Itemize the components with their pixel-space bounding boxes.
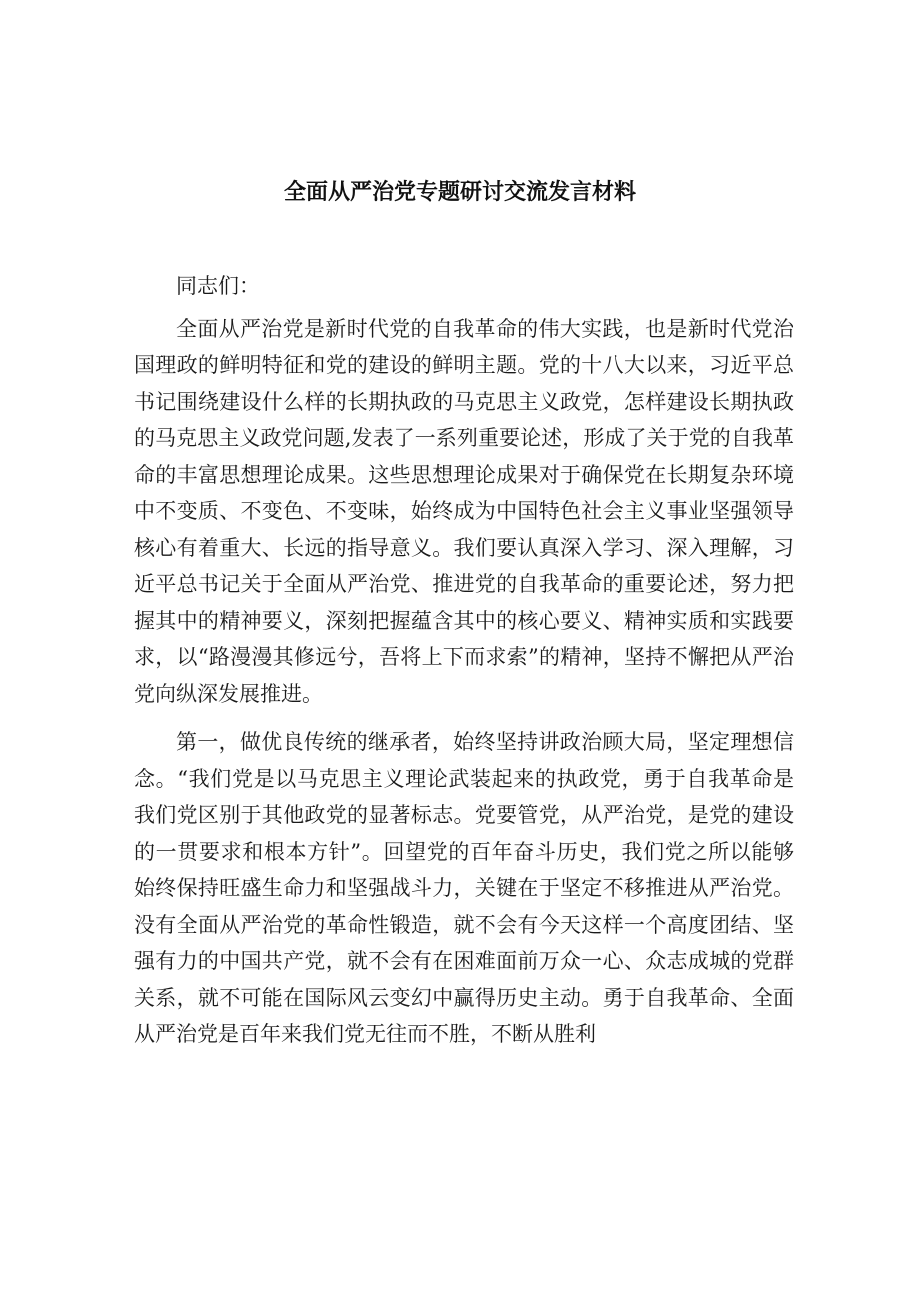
- document-body: [134, 268, 794, 1053]
- paragraph-intro: 全面从严治党是新时代党的自我革命的伟大实践，也是新时代党治国理政的鲜明特征和党的建设的鲜明主题。党的十八大以来，习近平总书记围绕建设什么样的长期执政的马克思主义政党，怎样建设长期执政的马克思主义政党问题,发表了一系列重要论述，形成了关于党的自我革命的丰富思想理论成果。这些思想理论成果对于确保党在长期复杂环境中不变质、不变色、不变味，始终成为中国特色社会主义事业坚强领导核心有着重大、长远的指导意义。我们要认真深入学习、深入理解，习近平总书记关于全面从严治党、推进党的自我革命的重要论述，努力把握其中的精神要义，深刻把握蕴含其中的核心要义、精神实质和实践要求，以“路漫漫其修远兮，吾将上下而求索”的精神，坚持不懈把从严治党向纵深发展推进。: [134, 316, 794, 706]
- document-title: 全面从严治党专题研讨交流发言材料: [283, 180, 636, 205]
- paragraph-first-point: 第一，做优良传统的继承者，始终坚持讲政治顾大局，坚定理想信念。“我们党是以马克思主义理论武装起来的执政党，勇于自我革命是我们党区别于其他政党的显著标志。党要管党，从严治党，是党的建设的一贯要求和根本方针”。回望党的百年奋斗历史，我们党之所以能够始终保持旺盛生命力和坚强战斗力，关键在于坚定不移推进从严治党。没有全面从严治党的革命性锻造，就不会有今天这样一个高度团结、坚强有力的中国共产党，就不会有在困难面前万众一心、众志成城的党群关系，就不可能在国际风云变幻中赢得历史主动。勇于自我革命、全面从严治党是百年来我们党无往而不胜，不断从胜利: [134, 730, 794, 1046]
- salutation: 同志们：: [176, 274, 260, 298]
